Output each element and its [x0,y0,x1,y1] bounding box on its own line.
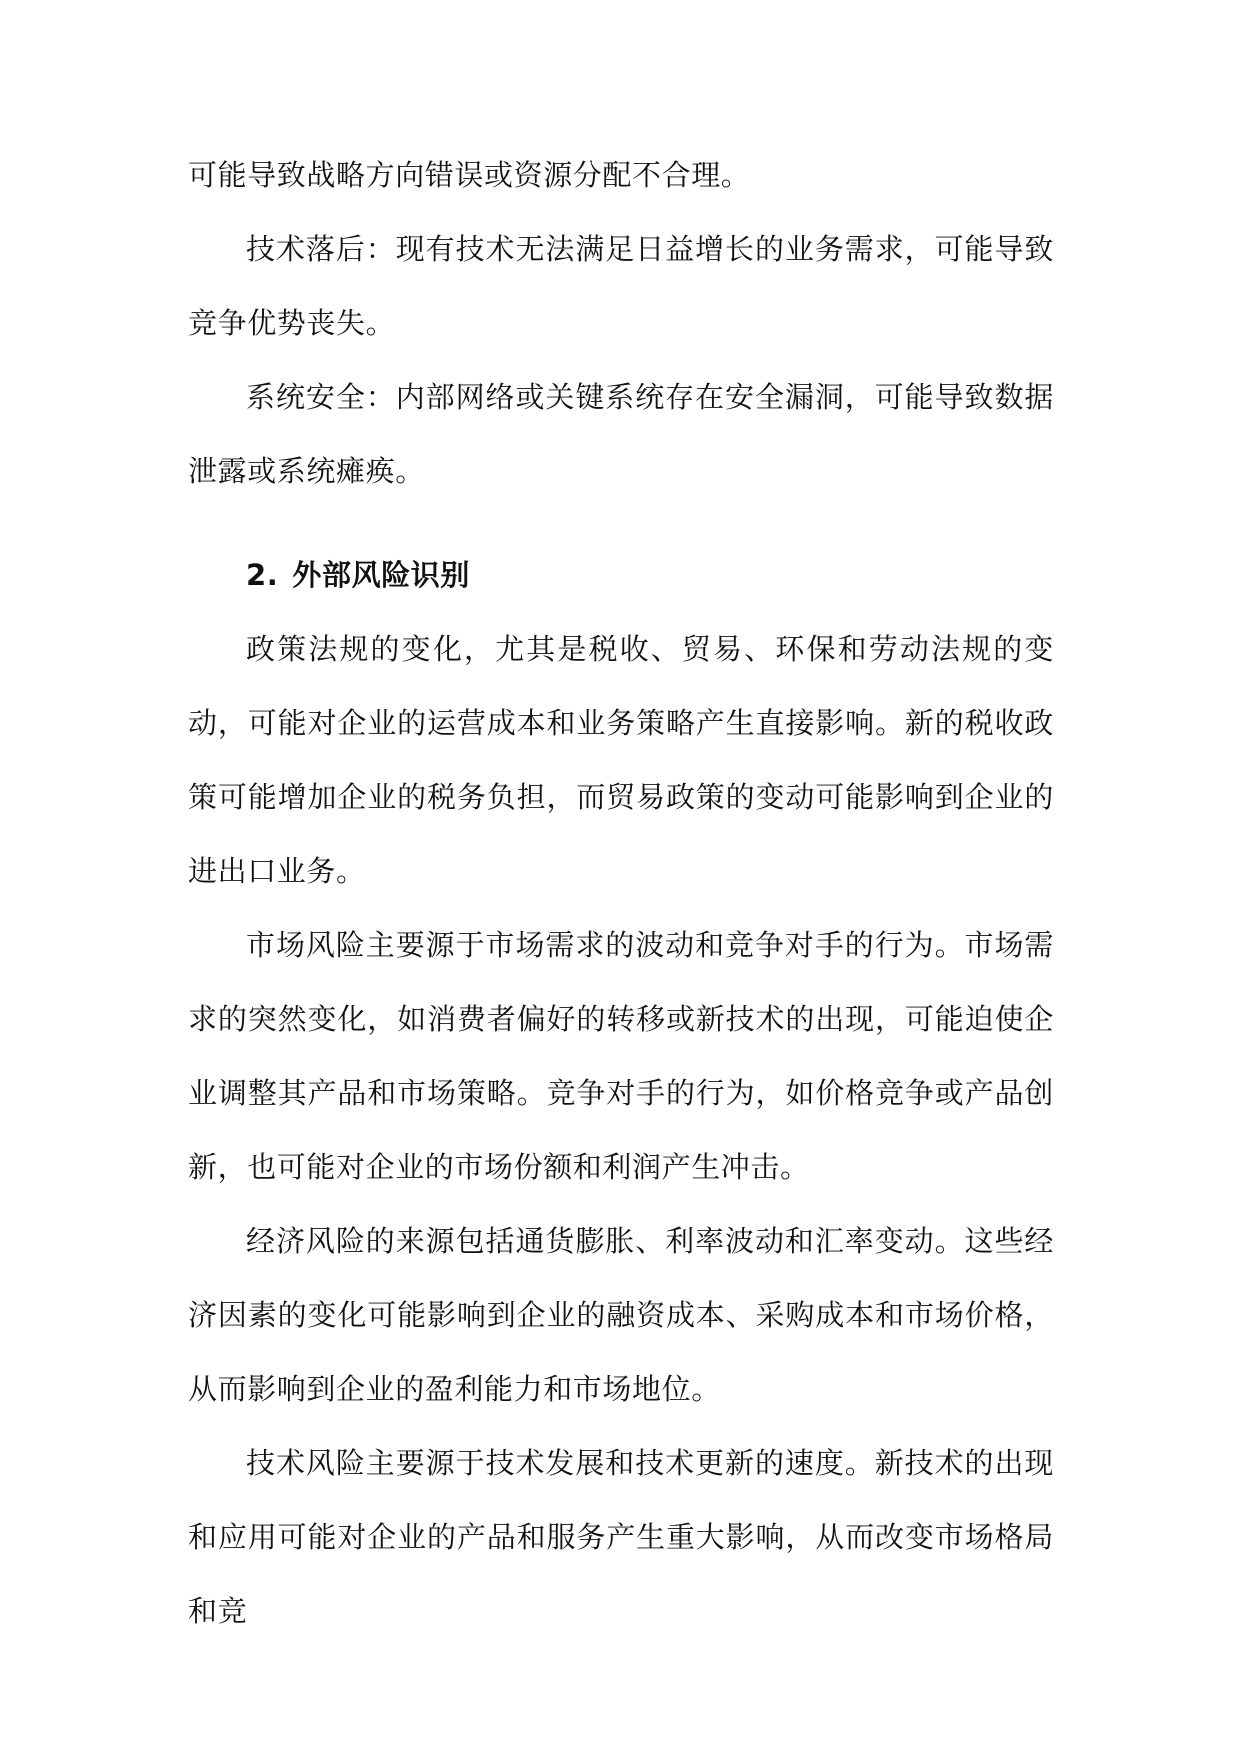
paragraph-market-risk: 市场风险主要源于市场需求的波动和竞争对手的行为。市场需求的突然变化，如消费者偏好的转移或新技术的出现，可能迫使企业调整其产品和市场策略。竞争对手的行为，如价格竞争或产品创新，也可能对企业的市场份额和利润产生冲击。 [188,928,1054,1184]
paragraph-system-security: 系统安全：内部网络或关键系统存在安全漏洞，可能导致数据泄露或系统瘫痪。 [188,380,1054,488]
paragraph-continuation: 可能导致战略方向错误或资源分配不合理。 [188,158,751,192]
section-heading [188,538,1054,612]
paragraph-economic-risk: 经济风险的来源包括通货膨胀、利率波动和汇率变动。这些经济因素的变化可能影响到企业的融资成本、采购成本和市场价格，从而影响到企业的盈利能力和市场地位。 [188,1224,1054,1406]
paragraph-tech-lag: 技术落后：现有技术无法满足日益增长的业务需求，可能导致竞争优势丧失。 [188,232,1054,340]
section-number: 2. [246,558,279,592]
section-title: 外部风险识别 [292,558,471,592]
document-body [188,138,1054,1648]
paragraph-policy: 政策法规的变化，尤其是税收、贸易、环保和劳动法规的变动，可能对企业的运营成本和业务策略产生直接影响。新的税收政策可能增加企业的税务负担，而贸易政策的变动可能影响到企业的进出口业务。 [188,632,1054,888]
paragraph-technology-risk: 技术风险主要源于技术发展和技术更新的速度。新技术的出现和应用可能对企业的产品和服务产生重大影响，从而改变市场格局和竞 [188,1446,1054,1628]
